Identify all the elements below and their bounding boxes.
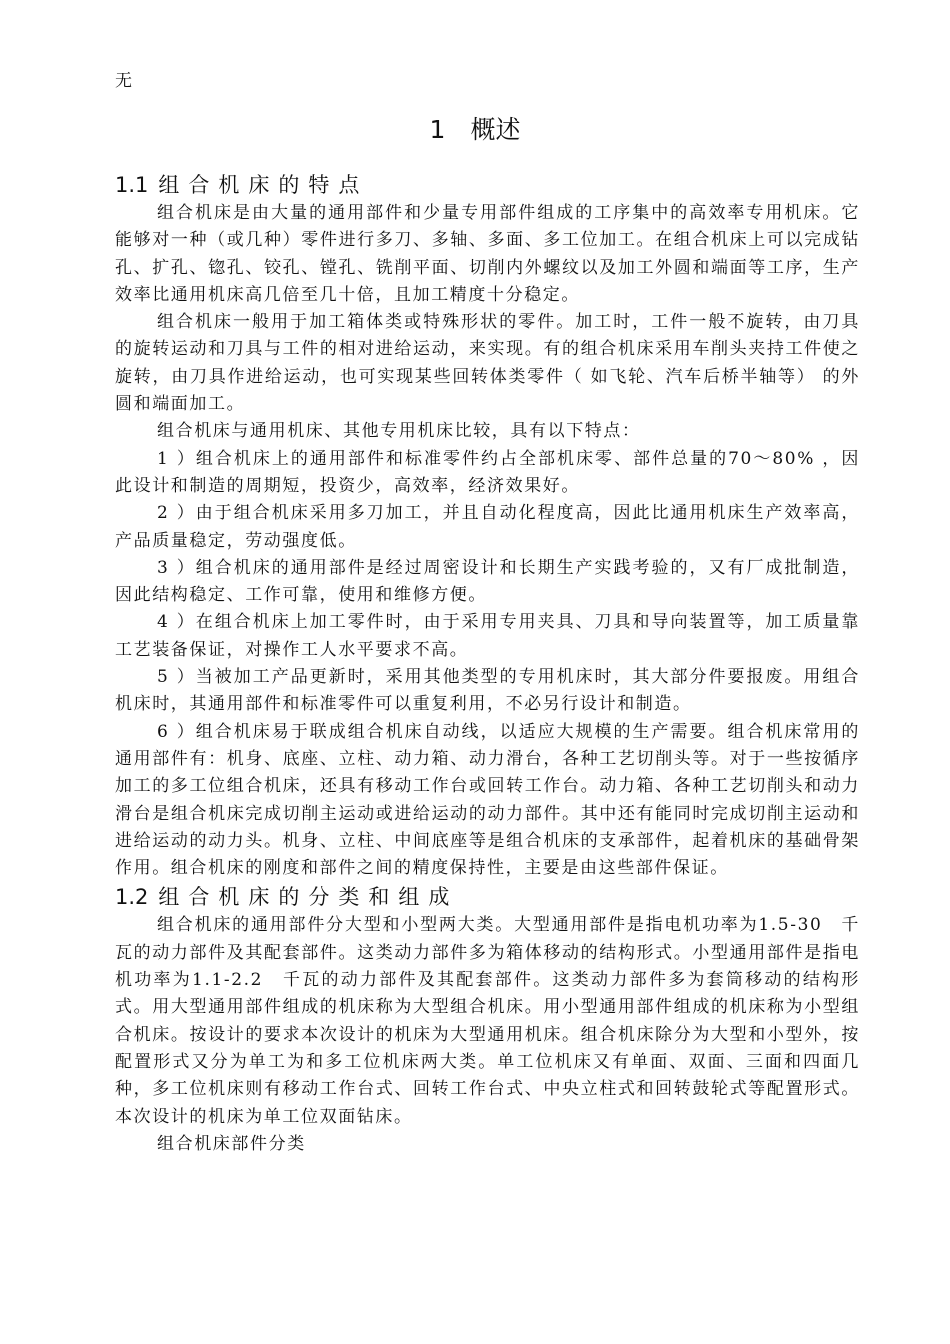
- section-number: 1.1: [115, 173, 149, 197]
- paragraph: 组合机床一般用于加工箱体类或特殊形状的零件。加工时，工件一般不旋转，由刀具的旋转运动和刀具与工件的相对进给运动，来实现。有的组合机床采用车削头夹持工件使之旋转，由刀具作进给运动，也可实现某些回转体类零件（ 如飞轮、汽车后桥半轴等） 的外圆和端面加工。: [115, 312, 860, 415]
- list-item-paragraph: 4 ）在组合机床上加工零件时，由于采用专用夹具、刀具和导向装置等，加工质量靠工艺装备保证，对操作工人水平要求不高。: [115, 612, 860, 660]
- list-item-paragraph: 5 ）当被加工产品更新时，采用其他类型的专用机床时，其大部分件要报废。用组合机床时，其通用部件和标准零件可以重复利用，不必另行设计和制造。: [115, 667, 860, 715]
- chapter-title: 1 概述: [429, 115, 521, 144]
- section-title: 组合机床的分类和组成: [158, 885, 459, 910]
- list-item-paragraph: 2 ）由于组合机床采用多刀加工，并且自动化程度高，因此比通用机床生产效率高，产品质量稳定，劳动强度低。: [115, 503, 860, 551]
- document-body: [115, 170, 860, 1158]
- header-note: 无: [115, 71, 132, 91]
- list-item-paragraph: 1 ）组合机床上的通用部件和标准零件约占全部机床零、部件总量的70～80% ，因此设计和制造的周期短，投资少，高效率，经济效果好。: [115, 448, 860, 496]
- list-item-paragraph: 3 ）组合机床的通用部件是经过周密设计和长期生产实践考验的，又有厂成批制造，因此结构稳定、工作可靠，使用和维修方便。: [115, 557, 860, 606]
- paragraph: 组合机床的通用部件分大型和小型两大类。大型通用部件是指电机功率为1.5-30 千瓦的动力部件及其配套部件。这类动力部件多为箱体移动的结构形式。小型通用部件是指电机功率为1.1-2.2 千瓦的动力部件及其配套部件。这类动力部件多为套筒移动的结构形式。用大型通用部件组成的机床称为大型组合机床。用小型通用部件组成的机床称为小型组合机床。按设计的要求本次设计的机床为大型通用机床。组合机床除分为大型和小型外，按配置形式又分为单工为和多工位机床两大类。单工位机床又有单面、双面、三面和四面几种，多工位机床则有移动工作台式、回转工作台式、中央立柱式和回转鼓轮式等配置形式。本次设计的机床为单工位双面钻床。: [115, 915, 860, 1127]
- section-title: 组合机床的特点: [158, 173, 369, 197]
- paragraph: 组合机床是由大量的通用部件和少量专用部件组成的工序集中的高效率专用机床。它能够对一种（或几种）零件进行多刀、多轴、多面、多工位加工。在组合机床上可以完成钻孔、扩孔、锪孔、铰孔、镗孔、铣削平面、切削内外螺纹以及加工外圆和端面等工序，生产效率比通用机床高几倍至几十倍，且加工精度十分稳定。: [115, 203, 860, 305]
- list-item-paragraph: 6 ）组合机床易于联成组合机床自动线，以适应大规模的生产需要。组合机床常用的通用部件有：机身、底座、立柱、动力箱、动力滑台，各种工艺切削头等。对于一些按循序加工的多工位组合机床，还具有移动工作台或回转工作台。动力箱、各种工艺切削头和动力滑台是组合机床完成切削主运动或进给运动的动力部件。其中还有能同时完成切削主运动和进给运动的动力头。机身、立柱、中间底座等是组合机床的支承部件，起着机床的基础骨架作用。组合机床的刚度和部件之间的精度保持性，主要是由这些部件保证。: [115, 721, 860, 879]
- paragraph: 组合机床部件分类: [157, 1133, 306, 1154]
- section-number: 1.2: [115, 885, 149, 910]
- paragraph: 组合机床与通用机床、其他专用机床比较，具有以下特点：: [157, 421, 641, 442]
- section-heading-1-2: [115, 882, 860, 912]
- section-heading-1-1: [115, 170, 860, 200]
